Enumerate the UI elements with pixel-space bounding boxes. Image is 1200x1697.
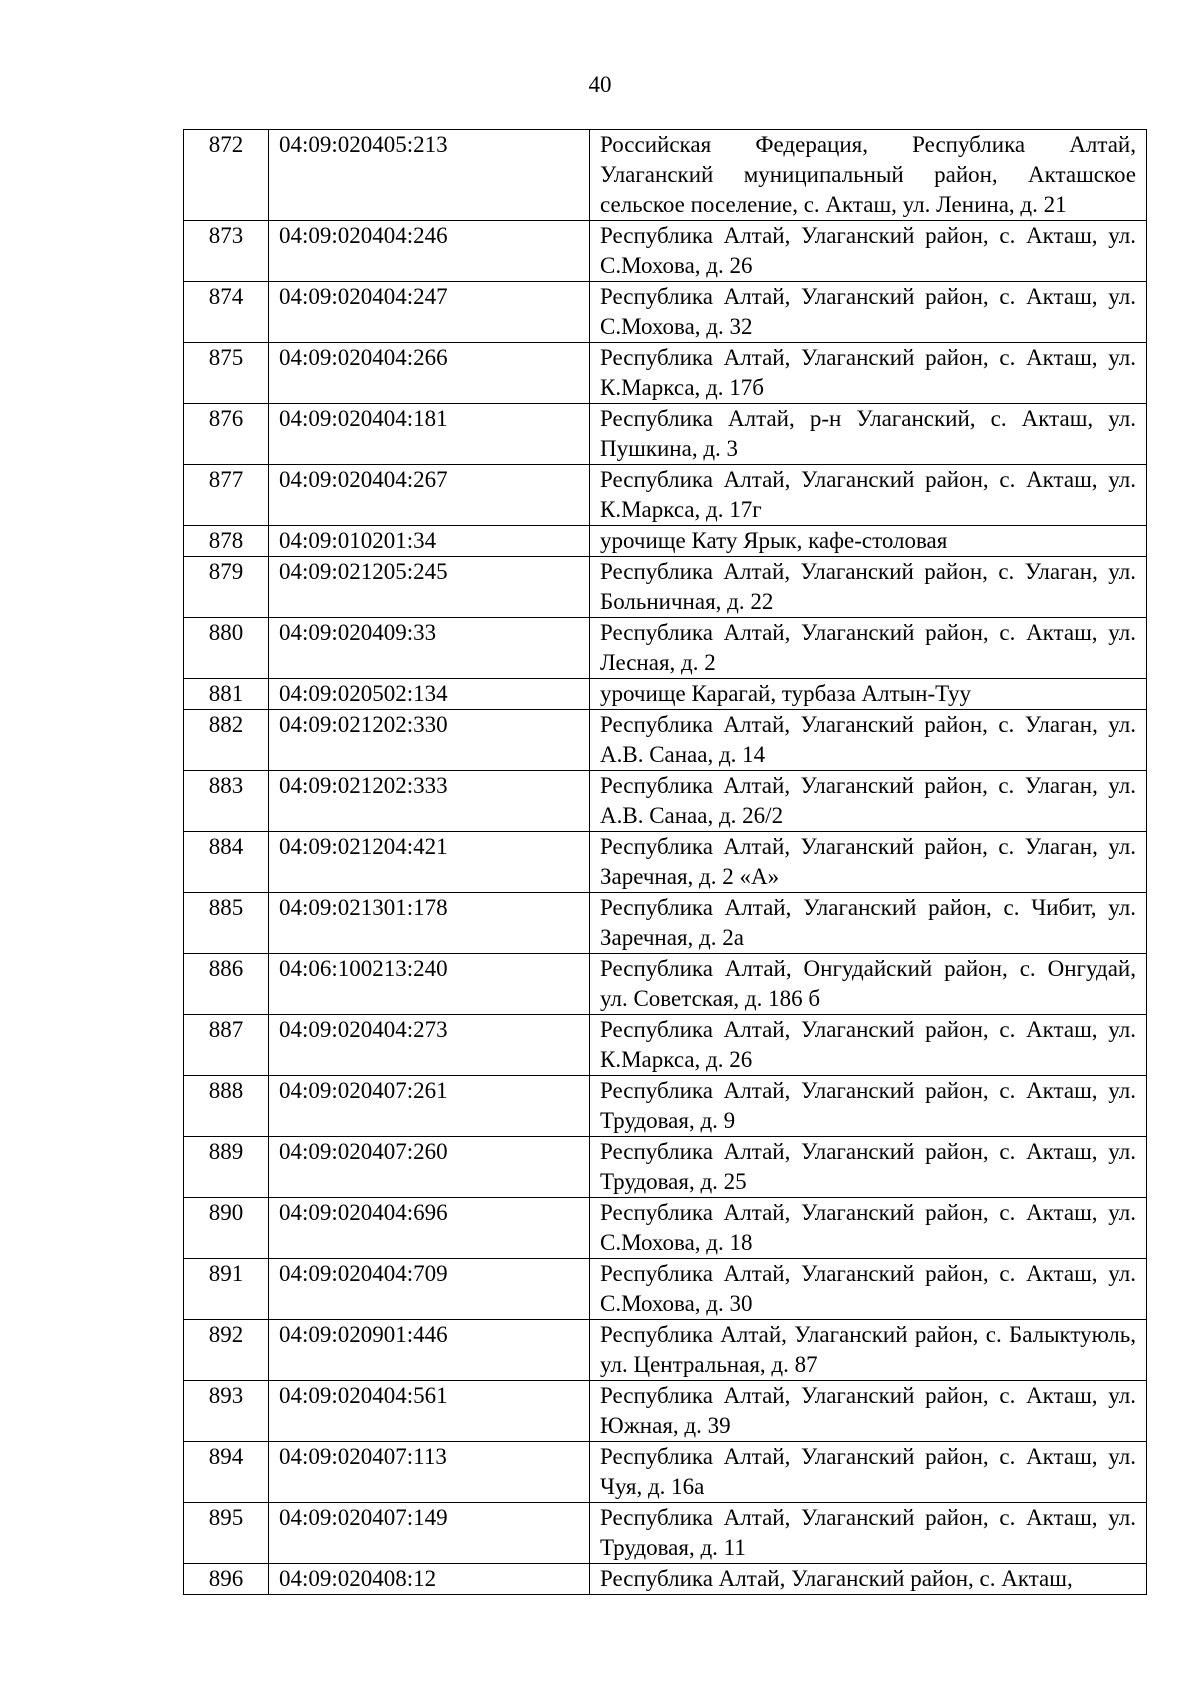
table-row bbox=[184, 832, 1147, 893]
table-row bbox=[184, 1076, 1147, 1137]
table-row bbox=[184, 1503, 1147, 1564]
table-row bbox=[184, 1259, 1147, 1320]
table-row bbox=[184, 404, 1147, 465]
address: Республика Алтай, Улаганский район, с. Акташ, ул. С.Мохова, д. 18 bbox=[590, 1198, 1147, 1259]
page-number: 40 bbox=[588, 72, 612, 97]
row-number: 884 bbox=[184, 832, 269, 893]
cadastral-number: 04:09:020407:261 bbox=[269, 1076, 590, 1137]
table-row bbox=[184, 1137, 1147, 1198]
table-row bbox=[184, 618, 1147, 679]
address: Республика Алтай, Улаганский район, с. Акташ, ул. С.Мохова, д. 32 bbox=[590, 282, 1147, 343]
table-row bbox=[184, 282, 1147, 343]
row-number: 882 bbox=[184, 710, 269, 771]
address: Республика Алтай, р-н Улаганский, с. Акташ, ул. Пушкина, д. 3 bbox=[590, 404, 1147, 465]
address: Республика Алтай, Улаганский район, с. Акташ, ул. С.Мохова, д. 30 bbox=[590, 1259, 1147, 1320]
table-row bbox=[184, 343, 1147, 404]
cadastral-number: 04:09:020404:273 bbox=[269, 1015, 590, 1076]
table-row bbox=[184, 954, 1147, 1015]
row-number: 880 bbox=[184, 618, 269, 679]
address: Республика Алтай, Улаганский район, с. Акташ, ул. Южная, д. 39 bbox=[590, 1381, 1147, 1442]
row-number: 887 bbox=[184, 1015, 269, 1076]
row-number: 891 bbox=[184, 1259, 269, 1320]
table-row bbox=[184, 130, 1147, 221]
cadastral-number: 04:09:020404:247 bbox=[269, 282, 590, 343]
row-number: 881 bbox=[184, 679, 269, 710]
table-row bbox=[184, 710, 1147, 771]
cadastral-number: 04:09:020409:33 bbox=[269, 618, 590, 679]
address: Республика Алтай, Улаганский район, с. Акташ, ул. Трудовая, д. 11 bbox=[590, 1503, 1147, 1564]
cadastral-number: 04:09:020408:12 bbox=[269, 1564, 590, 1595]
table-row bbox=[184, 1381, 1147, 1442]
address: Республика Алтай, Улаганский район, с. Акташ, ул. К.Маркса, д. 17б bbox=[590, 343, 1147, 404]
row-number: 874 bbox=[184, 282, 269, 343]
row-number: 890 bbox=[184, 1198, 269, 1259]
table-row bbox=[184, 221, 1147, 282]
cadastral-number: 04:09:020407:149 bbox=[269, 1503, 590, 1564]
cadastral-number: 04:09:020404:709 bbox=[269, 1259, 590, 1320]
address: урочище Карагай, турбаза Алтын-Туу bbox=[590, 679, 1147, 710]
table-row bbox=[184, 1198, 1147, 1259]
address: Республика Алтай, Улаганский район, с. Балыктуюль, ул. Центральная, д. 87 bbox=[590, 1320, 1147, 1381]
address: Республика Алтай, Улаганский район, с. Акташ, ул. К.Маркса, д. 26 bbox=[590, 1015, 1147, 1076]
table-row bbox=[184, 526, 1147, 557]
address: Республика Алтай, Онгудайский район, с. Онгудай, ул. Советская, д. 186 б bbox=[590, 954, 1147, 1015]
cadastral-number: 04:09:020407:113 bbox=[269, 1442, 590, 1503]
row-number: 894 bbox=[184, 1442, 269, 1503]
cadastral-number: 04:09:020404:246 bbox=[269, 221, 590, 282]
row-number: 896 bbox=[184, 1564, 269, 1595]
cadastral-number: 04:09:020405:213 bbox=[269, 130, 590, 221]
row-number: 885 bbox=[184, 893, 269, 954]
cadastral-number: 04:09:021205:245 bbox=[269, 557, 590, 618]
row-number: 872 bbox=[184, 130, 269, 221]
table-row bbox=[184, 557, 1147, 618]
row-number: 893 bbox=[184, 1381, 269, 1442]
address: Республика Алтай, Улаганский район, с. Акташ, ул. К.Маркса, д. 17г bbox=[590, 465, 1147, 526]
cadastral-number: 04:09:021202:333 bbox=[269, 771, 590, 832]
row-number: 889 bbox=[184, 1137, 269, 1198]
row-number: 875 bbox=[184, 343, 269, 404]
table-row bbox=[184, 1564, 1147, 1595]
cadastral-number: 04:09:020404:266 bbox=[269, 343, 590, 404]
cadastral-number: 04:09:021202:330 bbox=[269, 710, 590, 771]
cadastral-number: 04:09:021301:178 bbox=[269, 893, 590, 954]
cadastral-number: 04:09:020404:181 bbox=[269, 404, 590, 465]
address: Республика Алтай, Улаганский район, с. Чибит, ул. Заречная, д. 2а bbox=[590, 893, 1147, 954]
cadastral-number: 04:09:020407:260 bbox=[269, 1137, 590, 1198]
cadastral-number: 04:09:021204:421 bbox=[269, 832, 590, 893]
cadastral-number: 04:09:010201:34 bbox=[269, 526, 590, 557]
cadastral-number: 04:09:020404:267 bbox=[269, 465, 590, 526]
address: урочище Кату Ярык, кафе-столовая bbox=[590, 526, 1147, 557]
row-number: 895 bbox=[184, 1503, 269, 1564]
table-row bbox=[184, 679, 1147, 710]
address: Республика Алтай, Улаганский район, с. Акташ, ул. Чуя, д. 16а bbox=[590, 1442, 1147, 1503]
row-number: 883 bbox=[184, 771, 269, 832]
address: Российская Федерация, Республика Алтай, Улаганский муниципальный район, Акташское сельское поселение, с. Акташ, ул. Ленина, д. 21 bbox=[590, 130, 1147, 221]
row-number: 873 bbox=[184, 221, 269, 282]
cadastral-number: 04:09:020502:134 bbox=[269, 679, 590, 710]
row-number: 892 bbox=[184, 1320, 269, 1381]
registry-table bbox=[183, 129, 1147, 1595]
registry-table-body bbox=[184, 130, 1147, 1595]
cadastral-number: 04:09:020404:561 bbox=[269, 1381, 590, 1442]
address: Республика Алтай, Улаганский район, с. Акташ, ул. Трудовая, д. 25 bbox=[590, 1137, 1147, 1198]
address: Республика Алтай, Улаганский район, с. Акташ, bbox=[590, 1564, 1147, 1595]
row-number: 879 bbox=[184, 557, 269, 618]
row-number: 886 bbox=[184, 954, 269, 1015]
address: Республика Алтай, Улаганский район, с. Улаган, ул. Больничная, д. 22 bbox=[590, 557, 1147, 618]
table-row bbox=[184, 465, 1147, 526]
table-row bbox=[184, 771, 1147, 832]
table-row bbox=[184, 893, 1147, 954]
address: Республика Алтай, Улаганский район, с. Улаган, ул. А.В. Санаа, д. 26/2 bbox=[590, 771, 1147, 832]
cadastral-number: 04:09:020901:446 bbox=[269, 1320, 590, 1381]
row-number: 876 bbox=[184, 404, 269, 465]
address: Республика Алтай, Улаганский район, с. Акташ, ул. Лесная, д. 2 bbox=[590, 618, 1147, 679]
cadastral-number: 04:09:020404:696 bbox=[269, 1198, 590, 1259]
row-number: 878 bbox=[184, 526, 269, 557]
cadastral-number: 04:06:100213:240 bbox=[269, 954, 590, 1015]
table-row bbox=[184, 1442, 1147, 1503]
table-row bbox=[184, 1015, 1147, 1076]
address: Республика Алтай, Улаганский район, с. Улаган, ул. А.В. Санаа, д. 14 bbox=[590, 710, 1147, 771]
row-number: 888 bbox=[184, 1076, 269, 1137]
address: Республика Алтай, Улаганский район, с. Акташ, ул. С.Мохова, д. 26 bbox=[590, 221, 1147, 282]
row-number: 877 bbox=[184, 465, 269, 526]
address: Республика Алтай, Улаганский район, с. Улаган, ул. Заречная, д. 2 «А» bbox=[590, 832, 1147, 893]
address: Республика Алтай, Улаганский район, с. Акташ, ул. Трудовая, д. 9 bbox=[590, 1076, 1147, 1137]
table-row bbox=[184, 1320, 1147, 1381]
